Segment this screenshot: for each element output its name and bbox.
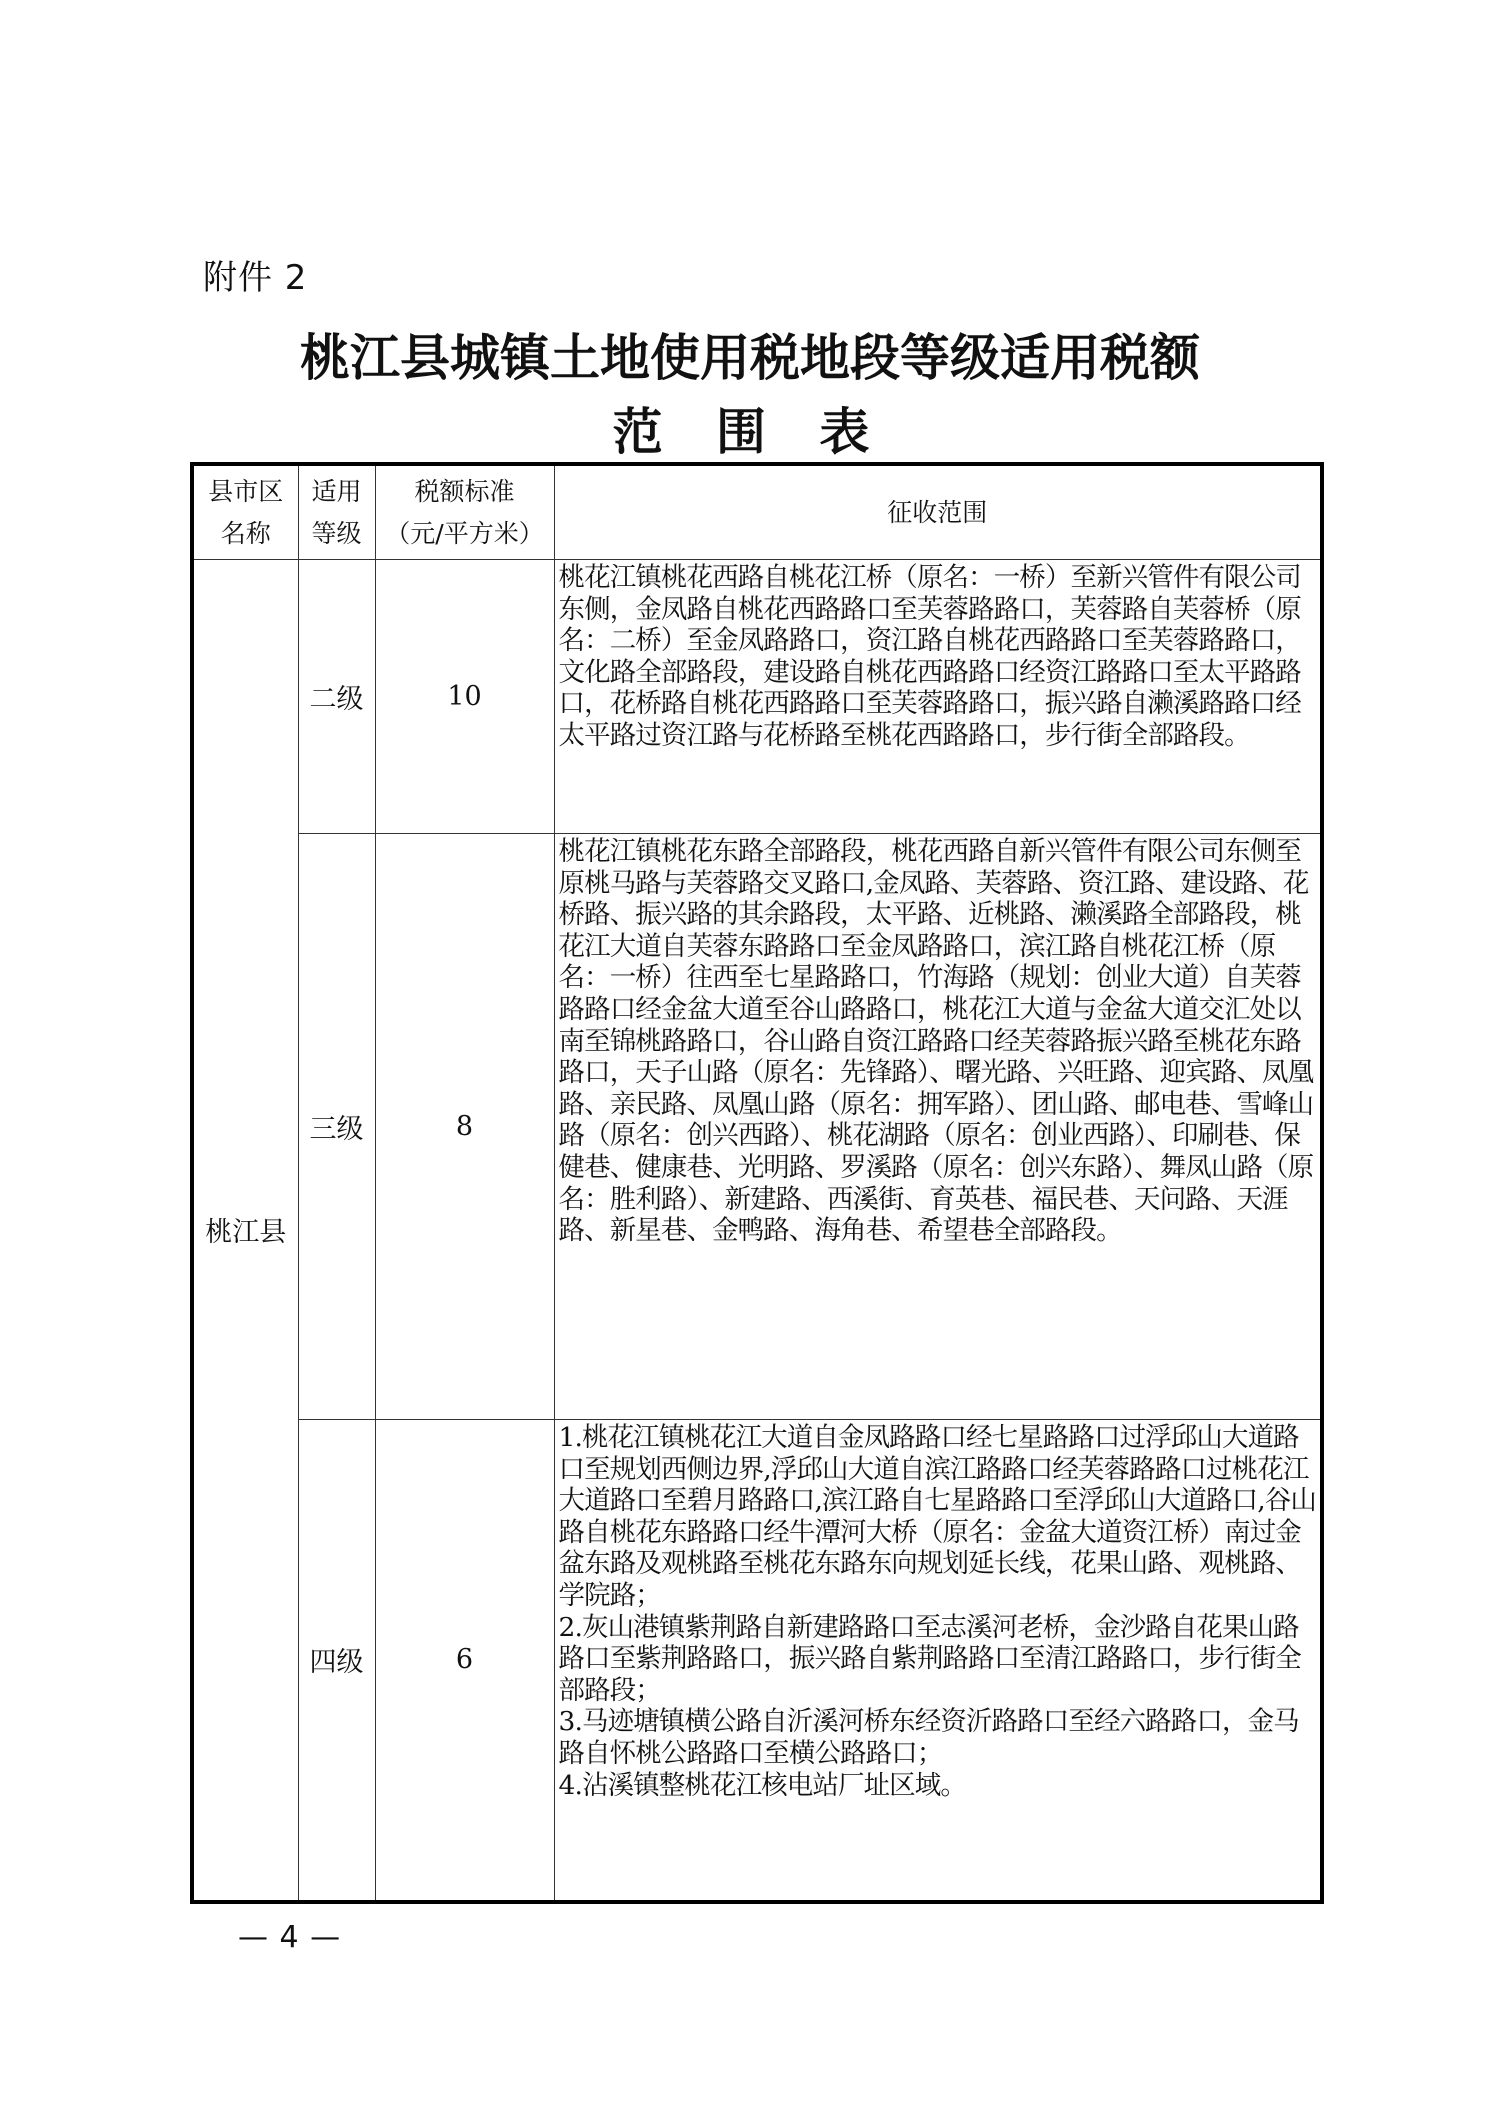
header-grade-line2: 等级 (311, 518, 362, 548)
tax-rate-table (190, 462, 1324, 1904)
header-county-line2: 名称 (220, 518, 271, 548)
scope-item-2: 2.灰山港镇紫荆路自新建路路口至志溪河老桥，金沙路自花果山路路口至紫荆路路口，振兴路自紫荆路路口至清江路路口，步行街全部路段； (558, 1611, 1301, 1706)
rate-cell: 8 (375, 834, 554, 1420)
grade-cell: 二级 (298, 560, 375, 834)
header-county (192, 464, 298, 560)
scope-item-4: 4.沾溪镇整桃花江核电站厂址区域。 (558, 1769, 966, 1801)
header-scope: 征收范围 (554, 464, 1322, 560)
header-county-line1: 县市区 (208, 476, 284, 506)
page-number: — 4 — (238, 1920, 342, 1955)
header-rate (375, 464, 554, 560)
rate-cell: 6 (375, 1420, 554, 1902)
scope-item-3: 3.马迹塘镇横公路自沂溪河桥东经资沂路路口至经六路路口，金马路自怀桃公路路口至横公路路口； (558, 1706, 1299, 1769)
rate-cell: 10 (375, 560, 554, 834)
header-grade-line1: 适用 (311, 476, 362, 506)
table-row (192, 1420, 1322, 1902)
grade-cell: 四级 (298, 1420, 375, 1902)
table-row (192, 834, 1322, 1420)
header-rate-line1: 税额标准 (414, 476, 515, 506)
table-row (192, 560, 1322, 834)
scope-paragraph: 桃花江镇桃花西路自桃花江桥（原名：一桥）至新兴管件有限公司东侧，金凤路自桃花西路路口至芙蓉路路口，芙蓉路自芙蓉桥（原名：二桥）至金凤路路口，资江路自桃花西路路口至芙蓉路路口，文化路全部路段，建设路自桃花西路路口经资江路路口至太平路路口，花桥路自桃花西路路口至芙蓉路路口，振兴路自濑溪路路口经太平路过资江路与花桥路至桃花西路路口，步行街全部路段。 (558, 562, 1301, 751)
scope-paragraph: 桃花江镇桃花东路全部路段，桃花西路自新兴管件有限公司东侧至原桃马路与芙蓉路交叉路口,金凤路、芙蓉路、资江路、建设路、花桥路、振兴路的其余路段，太平路、近桃路、濑溪路全部路段，桃花江大道自芙蓉东路路口至金凤路路口，滨江路自桃花江桥（原名：一桥）往西至七星路路口，竹海路（规划：创业大道）自芙蓉路路口经金盆大道至谷山路路口，桃花江大道与金盆大道交汇处以南至锦桃路路口，谷山路自资江路路口经芙蓉路振兴路至桃花东路路口，天子山路（原名：先锋路）、曙光路、兴旺路、迎宾路、凤凰路、亲民路、凤凰山路（原名：拥军路）、团山路、邮电巷、雪峰山路（原名：创兴西路）、桃花湖路（原名：创业西路）、印刷巷、保健巷、健康巷、光明路、罗溪路（原名：创兴东路）、舞凤山路（原名：胜利路）、新建路、西溪街、育英巷、福民巷、天问路、天涯路、新星巷、金鸭路、海角巷、希望巷全部路段。 (558, 836, 1314, 1247)
header-grade (298, 464, 375, 560)
scope-item-1: 1.桃花江镇桃花江大道自金凤路路口经七星路路口过浮邱山大道路口至规划西侧边界,浮邱山大道自滨江路路口经芙蓉路路口过桃花江大道路口至碧月路路口,滨江路自七星路路口至浮邱山大道路口,谷山路自桃花东路路口经牛潭河大桥（原名：金盆大道资江桥）南过金盆东路及观桃路至桃花东路东向规划延长线，花果山路、观桃路、学院路； (558, 1422, 1316, 1611)
scope-cell (554, 834, 1322, 1420)
document-title-line2: 范 围 表 (612, 402, 888, 461)
document-title-line1: 桃江县城镇土地使用税地段等级适用税额 (300, 328, 1200, 387)
scope-cell (554, 1420, 1322, 1902)
county-name-cell: 桃江县 (192, 560, 298, 1902)
table-header-row (192, 464, 1322, 560)
scope-cell (554, 560, 1322, 834)
grade-cell: 三级 (298, 834, 375, 1420)
header-rate-line2: （元/平方米） (385, 518, 544, 548)
attachment-label: 附件 2 (203, 258, 308, 298)
